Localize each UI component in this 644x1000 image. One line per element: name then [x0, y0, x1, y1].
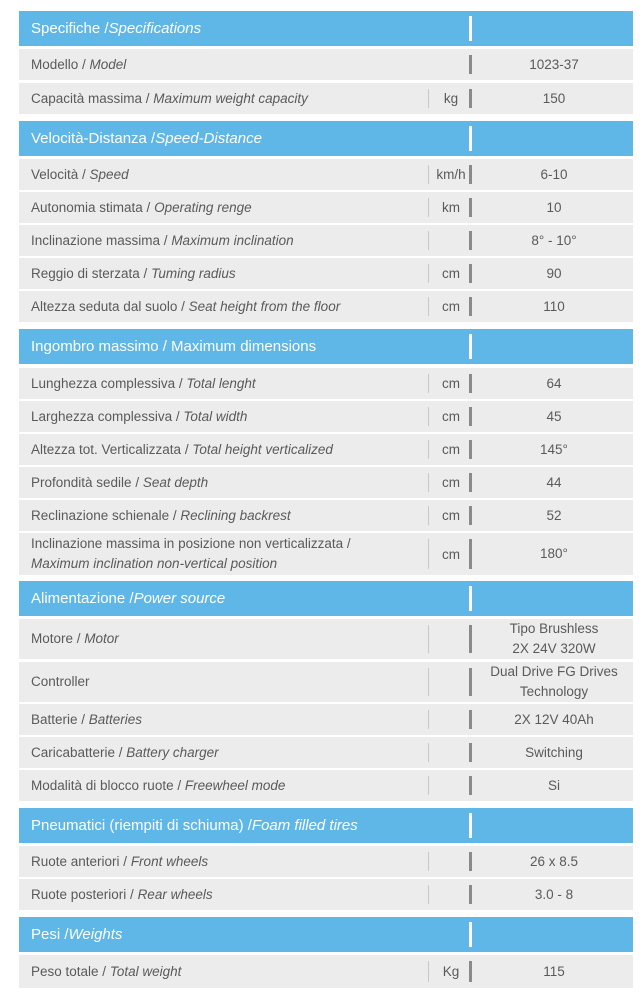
unit-divider [428, 743, 429, 762]
spec-value: Switching [525, 744, 583, 760]
column-divider [469, 625, 472, 653]
column-divider [469, 374, 472, 393]
spec-label: Velocità / Speed [31, 166, 129, 182]
column-divider [469, 743, 472, 762]
spec-row-max-weight [19, 83, 633, 114]
spec-label: Inclinazione massima in posizione non verticalizzata / Maximum inclination non-vertical position [31, 536, 351, 571]
spec-value: Tipo Brushless 2X 24V 320W [509, 621, 599, 656]
spec-value: 150 [542, 90, 566, 106]
header-divider [469, 334, 472, 359]
spec-value: 26 x 8.5 [529, 853, 579, 869]
spec-unit: Kg [442, 964, 460, 979]
spec-value: 180° [540, 546, 568, 561]
spec-row-max-inclination-nonvertical [19, 533, 633, 575]
spec-row-front-wheels [19, 846, 633, 877]
section-header-weights [19, 917, 633, 952]
spec-label: Altezza seduta dal suolo / Seat height from the floor [31, 298, 341, 314]
spec-row-speed [19, 159, 633, 190]
spec-value: Si [547, 777, 560, 793]
spec-label: Batterie / Batteries [31, 711, 143, 727]
spec-row-total-height [19, 434, 633, 465]
spec-label: Reggio di sterzata / Tuming radius [31, 265, 236, 281]
unit-divider [428, 440, 429, 459]
spec-row-reclining-backrest [19, 500, 633, 531]
unit-divider [428, 539, 429, 569]
spec-row-controller [19, 662, 633, 702]
spec-label: Larghezza complessiva / Total width [31, 408, 248, 424]
unit-divider [428, 710, 429, 729]
column-divider [469, 297, 472, 316]
spec-value: 110 [543, 298, 565, 314]
spec-value: 52 [546, 507, 562, 523]
spec-value: 2X 12V 40Ah [514, 711, 594, 727]
spec-unit: cm [442, 546, 460, 562]
spec-row-total-length [19, 368, 633, 399]
spec-row-battery-charger [19, 737, 633, 768]
spec-row-freewheel-mode [19, 770, 633, 801]
spec-value: 6-10 [540, 166, 568, 182]
spec-row-max-inclination [19, 225, 633, 256]
spec-value: 3.0 - 8 [534, 886, 574, 902]
spec-label: Modalità di blocco ruote / Freewheel mode [31, 777, 286, 793]
spec-value: 1023-37 [529, 56, 579, 72]
header-divider [469, 16, 472, 41]
spec-value: 44 [546, 474, 562, 490]
section-header-foam-filled-tires [19, 808, 633, 843]
section-header-power-source [19, 581, 633, 616]
column-divider [469, 668, 472, 696]
header-divider [469, 126, 472, 151]
column-divider [469, 264, 472, 283]
column-divider [469, 539, 472, 569]
header-divider [469, 922, 472, 947]
unit-divider [428, 776, 429, 795]
header-divider [469, 586, 472, 611]
section-header-specifications [19, 11, 633, 46]
spec-unit: cm [442, 508, 460, 523]
spec-unit: cm [442, 442, 460, 457]
unit-divider [428, 885, 429, 904]
section-title: Pesi / Weights [31, 926, 123, 943]
section-header-maximum-dimensions [19, 329, 633, 364]
spec-row-model [19, 49, 633, 80]
spec-value: Dual Drive FG Drives Technology [490, 664, 618, 699]
column-divider [469, 776, 472, 795]
column-divider [469, 165, 472, 184]
spec-row-total-weight [19, 955, 633, 988]
column-divider [469, 89, 472, 108]
unit-divider [428, 852, 429, 871]
unit-divider [428, 506, 429, 525]
unit-divider [428, 668, 429, 696]
spec-label: Altezza tot. Verticalizzata / Total height verticalized [31, 441, 333, 457]
spec-label: Lunghezza complessiva / Total lenght [31, 375, 256, 391]
spec-row-operating-range [19, 192, 633, 223]
column-divider [469, 55, 472, 74]
unit-divider [428, 407, 429, 426]
unit-divider [428, 264, 429, 283]
column-divider [469, 473, 472, 492]
spec-value: 10 [546, 199, 562, 215]
spec-label: Motore / Motor [31, 631, 119, 646]
spec-label: Capacità massima / Maximum weight capacity [31, 90, 308, 106]
section-title: Ingombro massimo / Maximum dimensions [31, 338, 317, 355]
unit-divider [428, 89, 429, 108]
unit-divider [428, 231, 429, 250]
spec-label: Caricabatterie / Battery charger [31, 744, 219, 760]
spec-unit: kg [443, 91, 459, 106]
spec-label: Inclinazione massima / Maximum inclination [31, 232, 294, 248]
spec-row-seat-depth [19, 467, 633, 498]
spec-label: Profondità sedile / Seat depth [31, 474, 209, 490]
column-divider [469, 961, 472, 982]
spec-value: 8° - 10° [531, 232, 577, 248]
spec-label: Ruote anteriori / Front wheels [31, 853, 209, 869]
spec-unit: cm [442, 266, 460, 281]
unit-divider [428, 374, 429, 393]
spec-row-total-width [19, 401, 633, 432]
spec-row-batteries [19, 704, 633, 735]
spec-value: 90 [546, 265, 562, 281]
section-title: Pneumatici (riempiti di schiuma) / Foam filled tires [31, 817, 358, 834]
spec-unit: cm [442, 475, 460, 490]
unit-divider [428, 297, 429, 316]
section-title: Alimentazione / Power source [31, 590, 226, 607]
section-title: Specifiche / Specifications [31, 20, 202, 37]
spec-row-rear-wheels [19, 879, 633, 910]
unit-divider [428, 165, 429, 184]
column-divider [469, 506, 472, 525]
spec-label: Ruote posteriori / Rear wheels [31, 886, 213, 902]
column-divider [469, 885, 472, 904]
spec-label: Modello / Model [31, 56, 127, 72]
spec-row-turning-radius [19, 258, 633, 289]
spec-value: 45 [546, 408, 562, 424]
spec-row-seat-height [19, 291, 633, 322]
header-divider [469, 813, 472, 838]
column-divider [469, 407, 472, 426]
spec-label: Autonomia stimata / Operating renge [31, 199, 252, 215]
column-divider [469, 198, 472, 217]
spec-label: Controller [31, 674, 90, 689]
spec-unit: cm [442, 409, 460, 424]
spec-value: 64 [546, 375, 562, 391]
spec-unit: km [442, 200, 460, 215]
spec-row-motor [19, 619, 633, 659]
section-header-speed-distance [19, 121, 633, 156]
spec-label: Peso totale / Total weight [31, 963, 182, 979]
column-divider [469, 710, 472, 729]
column-divider [469, 852, 472, 871]
column-divider [469, 440, 472, 459]
unit-divider [428, 473, 429, 492]
unit-divider [428, 961, 429, 982]
spec-unit: cm [442, 376, 460, 391]
section-title: Velocità-Distanza / Speed-Distance [31, 130, 262, 147]
spec-unit: km/h [436, 167, 466, 182]
spec-unit: cm [442, 299, 460, 314]
unit-divider [428, 625, 429, 653]
spec-label: Reclinazione schienale / Reclining backrest [31, 507, 291, 523]
column-divider [469, 231, 472, 250]
spec-value: 145° [540, 441, 568, 457]
unit-divider [428, 198, 429, 217]
spec-value: 115 [543, 963, 565, 979]
